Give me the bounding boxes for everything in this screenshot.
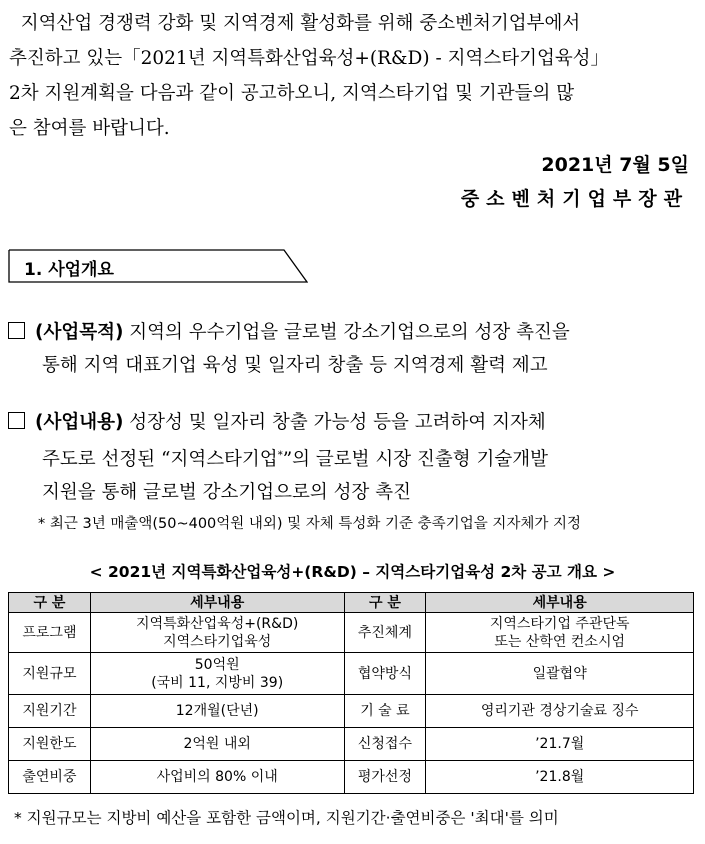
intro-line: 지역산업 경쟁력 강화 및 지역경제 활성화를 위해 중소벤처기업부에서 [9, 13, 581, 34]
intro-paragraph [9, 6, 691, 146]
table-row [9, 613, 694, 653]
row-label: 협약방식 [344, 653, 426, 695]
overview-table [8, 592, 694, 794]
footnote: * 최근 3년 매출액(50~400억원 내외) 및 자체 특성화 기준 충족기업을 지자체가 지정 [38, 516, 581, 532]
row-label: 지원규모 [9, 653, 91, 695]
intro-line: 2차 지원계획을 다음과 같이 공고하오니, 지역스타기업 및 기관들의 많 [9, 83, 575, 104]
row-label: 프로그램 [9, 613, 91, 653]
row-label: 지원기간 [9, 695, 91, 728]
table-header: 구 분 [344, 593, 426, 613]
content-item [8, 406, 692, 509]
table-row [9, 728, 694, 761]
table-row [9, 761, 694, 794]
footnote-mark: * [277, 450, 283, 461]
checkbox-square-icon [8, 322, 25, 339]
row-value: 일괄협약 [426, 653, 694, 695]
table-header: 세부내용 [426, 593, 694, 613]
row-value: 사업비의 80% 이내 [90, 761, 344, 794]
row-value-line: 지역특화산업육성+(R&D) [136, 615, 299, 632]
table-header: 세부내용 [90, 593, 344, 613]
row-value [90, 613, 344, 653]
content-text-continued: 지원을 통해 글로벌 강소기업으로의 성장 촉진 [42, 482, 411, 504]
table-title: < 2021년 지역특화산업육성+(R&D) – 지역스타기업육성 2차 공고 개요 > [89, 563, 616, 581]
purpose-text-continued: 통해 지역 대표기업 육성 및 일자리 창출 등 지역경제 활력 제고 [42, 355, 548, 376]
row-label: 출연비중 [9, 761, 91, 794]
intro-line: 은 참여를 바랍니다. [9, 118, 170, 139]
row-value: ’21.8월 [426, 761, 694, 794]
row-value [426, 613, 694, 653]
row-value-line: 지역스타기업육성 [163, 633, 272, 650]
announcement-date: 2021년 7월 5일 [541, 154, 689, 176]
table-row [9, 653, 694, 695]
row-value [90, 653, 344, 695]
row-label: 추진체계 [344, 613, 426, 653]
row-label: 신청접수 [344, 728, 426, 761]
row-value-line: 50억원 [194, 656, 240, 673]
section-header [8, 249, 308, 283]
content-text: 성장성 및 일자리 창출 가능성 등을 고려하여 지자체 [129, 412, 546, 433]
issuing-authority: 중소벤처기업부장관 [460, 188, 689, 210]
row-label: 지원한도 [9, 728, 91, 761]
row-value-line: (국비 11, 지방비 39) [151, 674, 284, 691]
row-value-line: 지역스타기업 주관단독 [489, 615, 630, 632]
table-row [9, 695, 694, 728]
content-text-part: 주도로 선정된 “지역스타기업 [42, 449, 278, 471]
row-label: 평가선정 [344, 761, 426, 794]
row-label: 기 술 료 [344, 695, 426, 728]
purpose-item [8, 316, 692, 382]
section-title: 1. 사업개요 [24, 260, 114, 280]
purpose-heading: (사업목적) [35, 322, 124, 343]
content-text-part: ”의 글로벌 시장 진출형 기술개발 [282, 449, 548, 471]
intro-line: 추진하고 있는「2021년 지역특화산업육성+(R&D) - 지역스타기업육성」 [9, 48, 610, 69]
table-header: 구 분 [9, 593, 91, 613]
content-heading: (사업내용) [35, 412, 124, 433]
purpose-text: 지역의 우수기업을 글로벌 강소기업으로의 성장 촉진을 [129, 322, 570, 343]
row-value: 12개월(단년) [90, 695, 344, 728]
table-header-row [9, 593, 694, 613]
row-value: 영리기관 경상기술료 징수 [426, 695, 694, 728]
row-value: ’21.7월 [426, 728, 694, 761]
content-text-continued [8, 439, 692, 476]
checkbox-square-icon [8, 412, 25, 429]
row-value: 2억원 내외 [90, 728, 344, 761]
row-value-line: 또는 산학연 컨소시엄 [494, 633, 625, 650]
table-footnote: * 지원규모는 지방비 예산을 포함한 금액이며, 지원기간·출연비중은 '최대'를 의미 [14, 809, 559, 827]
